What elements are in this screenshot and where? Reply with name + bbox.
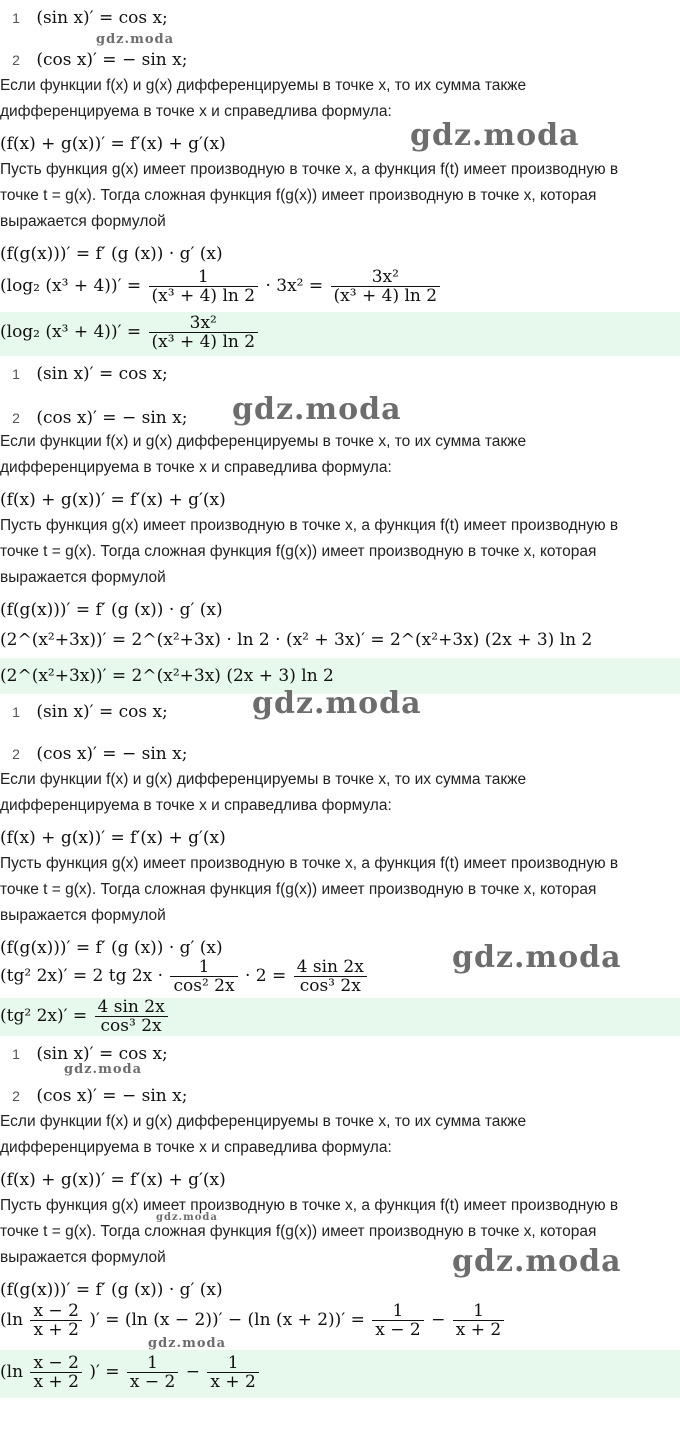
work-mid: · 3x² = <box>265 276 324 296</box>
chain-text: Пусть функция g(x) имеет производную в точке x, а функция f(t) имеет производную в <box>0 1197 619 1214</box>
chain-formula: (f(g(x)))′ = f′ (g (x)) · g′ (x) <box>0 1280 223 1300</box>
numerator: 3x² <box>331 268 441 287</box>
chain-text: точке t = g(x). Тогда сложная функция f(g(x)) имеет производную в точке x, которая <box>0 881 597 898</box>
answer-formula: (2^(x²+3x))′ = 2^(x²+3x) (2x + 3) ln 2 <box>0 666 334 686</box>
work-formula: (2^(x²+3x))′ = 2^(x²+3x) · ln 2 · (x² + 3x)′ = 2^(x²+3x) (2x + 3) ln 2 <box>0 630 593 650</box>
sum-text: дифференцируема в точке x и справедлива формула: <box>0 1139 392 1156</box>
watermark: gdz.moda <box>148 1336 227 1351</box>
work-formula <box>0 268 442 305</box>
rule-line-2 <box>0 744 680 765</box>
denominator: (x³ + 4) ln 2 <box>333 286 438 306</box>
chain-formula: (f(g(x)))′ = f′ (g (x)) · g′ (x) <box>0 244 223 264</box>
fraction <box>294 958 367 995</box>
list-number: 1 <box>12 366 20 382</box>
work-close: )′ = (ln (x − 2))′ − (ln (x + 2))′ = <box>89 1310 365 1330</box>
numerator: 1 <box>149 268 259 287</box>
chain-text: выражается формулой <box>0 907 166 924</box>
work-lhs: (log₂ (x³ + 4))′ = <box>0 276 142 296</box>
rule-line-2 <box>0 1086 680 1107</box>
rule-sin: (sin x)′ = cos x; <box>36 8 168 28</box>
numerator: 4 sin 2x <box>95 998 168 1017</box>
watermark: gdz.moda <box>410 118 580 153</box>
list-number: 2 <box>12 410 20 426</box>
numerator: 4 sin 2x <box>294 958 367 977</box>
list-number: 1 <box>12 10 20 26</box>
rule-sin: (sin x)′ = cos x; <box>36 1044 168 1064</box>
fraction <box>30 1302 81 1339</box>
sum-text: Если функции f(x) и g(x) дифференцируемы в точке x, то их сумма также <box>0 77 527 94</box>
fraction <box>170 958 237 995</box>
numerator: 3x² <box>149 314 259 333</box>
watermark: gdz.moda <box>452 1244 622 1279</box>
sum-text: дифференцируема в точке x и справедлива формула: <box>0 103 392 120</box>
denominator: (x³ + 4) ln 2 <box>151 332 256 352</box>
numerator: 1 <box>207 1354 258 1373</box>
rule-line-1 <box>0 364 680 385</box>
denominator: x − 2 <box>129 1372 176 1392</box>
watermark: gdz.moda <box>156 1212 218 1223</box>
answer-lhs: (tg² 2x)′ = <box>0 1006 88 1026</box>
chain-text: точке t = g(x). Тогда сложная функция f(g(x)) имеет производную в точке x, которая <box>0 1223 597 1240</box>
rule-cos: (cos x)′ = − sin x; <box>36 50 188 70</box>
work-mid: · 2 = <box>244 966 287 986</box>
chain-text: точке t = g(x). Тогда сложная функция f(g(x)) имеет производную в точке x, которая <box>0 543 597 560</box>
list-number: 2 <box>12 1088 20 1104</box>
fraction <box>95 998 168 1035</box>
fraction <box>372 1302 423 1339</box>
minus-sign: − <box>185 1362 200 1382</box>
fraction <box>149 314 259 351</box>
denominator: x + 2 <box>210 1372 256 1392</box>
sum-formula: (f(x) + g(x))′ = f′(x) + g′(x) <box>0 134 226 154</box>
list-number: 2 <box>12 746 20 762</box>
answer-formula <box>0 314 260 351</box>
sum-text: Если функции f(x) и g(x) дифференцируемы в точке x, то их сумма также <box>0 771 527 788</box>
minus-sign: − <box>431 1310 446 1330</box>
rule-cos: (cos x)′ = − sin x; <box>36 1086 188 1106</box>
sum-formula: (f(x) + g(x))′ = f′(x) + g′(x) <box>0 1170 226 1190</box>
fraction <box>331 268 441 305</box>
rule-sin: (sin x)′ = cos x; <box>36 364 168 384</box>
watermark: gdz.moda <box>452 940 622 975</box>
work-open: (ln <box>0 1310 24 1330</box>
numerator: 1 <box>372 1302 423 1321</box>
chain-formula: (f(g(x)))′ = f′ (g (x)) · g′ (x) <box>0 600 223 620</box>
chain-text: Пусть функция g(x) имеет производную в точке x, а функция f(t) имеет производную в <box>0 855 619 872</box>
list-number: 1 <box>12 1046 20 1062</box>
numerator: 1 <box>170 958 237 977</box>
answer-formula <box>0 1354 261 1391</box>
watermark: gdz.moda <box>96 32 175 47</box>
numerator: x − 2 <box>30 1302 81 1321</box>
fraction <box>127 1354 178 1391</box>
numerator: x − 2 <box>30 1354 81 1373</box>
chain-text: выражается формулой <box>0 1249 166 1266</box>
list-number: 2 <box>12 52 20 68</box>
rule-cos: (cos x)′ = − sin x; <box>36 408 188 428</box>
work-formula <box>0 958 369 995</box>
sum-formula: (f(x) + g(x))′ = f′(x) + g′(x) <box>0 490 226 510</box>
watermark: gdz.moda <box>64 1062 143 1077</box>
chain-text: Пусть функция g(x) имеет производную в точке x, а функция f(t) имеет производную в <box>0 517 619 534</box>
fraction <box>453 1302 504 1339</box>
chain-text: выражается формулой <box>0 569 166 586</box>
sum-text: дифференцируема в точке x и справедлива формула: <box>0 797 392 814</box>
chain-text: Пусть функция g(x) имеет производную в точке x, а функция f(t) имеет производную в <box>0 161 619 178</box>
numerator: 1 <box>453 1302 504 1321</box>
chain-text: точке t = g(x). Тогда сложная функция f(g(x)) имеет производную в точке x, которая <box>0 187 597 204</box>
answer-close: )′ = <box>89 1362 120 1382</box>
fraction <box>30 1354 81 1391</box>
work-lhs: (tg² 2x)′ = 2 tg 2x · <box>0 966 164 986</box>
rule-cos: (cos x)′ = − sin x; <box>36 744 188 764</box>
denominator: x + 2 <box>33 1320 79 1340</box>
denominator: cos² 2x <box>173 976 235 996</box>
list-number: 1 <box>12 704 20 720</box>
chain-formula: (f(g(x)))′ = f′ (g (x)) · g′ (x) <box>0 938 223 958</box>
numerator: 1 <box>127 1354 178 1373</box>
sum-text: Если функции f(x) и g(x) дифференцируемы в точке x, то их сумма также <box>0 1113 527 1130</box>
fraction <box>149 268 259 305</box>
sum-text: Если функции f(x) и g(x) дифференцируемы в точке x, то их сумма также <box>0 433 527 450</box>
watermark: gdz.moda <box>232 392 402 427</box>
rule-line-1 <box>0 8 680 29</box>
denominator: x − 2 <box>375 1320 421 1340</box>
work-formula <box>0 1302 506 1339</box>
denominator: (x³ + 4) ln 2 <box>151 286 256 306</box>
denominator: x + 2 <box>33 1372 79 1392</box>
chain-text: выражается формулой <box>0 213 166 230</box>
sum-text: дифференцируема в точке x и справедлива формула: <box>0 459 392 476</box>
watermark: gdz.moda <box>252 686 422 721</box>
fraction <box>207 1354 258 1391</box>
sum-formula: (f(x) + g(x))′ = f′(x) + g′(x) <box>0 828 226 848</box>
denominator: cos³ 2x <box>299 976 361 996</box>
answer-open: (ln <box>0 1362 24 1382</box>
denominator: x + 2 <box>455 1320 502 1340</box>
answer-lhs: (log₂ (x³ + 4))′ = <box>0 322 142 342</box>
rule-line-2 <box>0 50 680 71</box>
rule-sin: (sin x)′ = cos x; <box>36 702 168 722</box>
answer-formula <box>0 998 170 1035</box>
denominator: cos³ 2x <box>100 1016 162 1036</box>
